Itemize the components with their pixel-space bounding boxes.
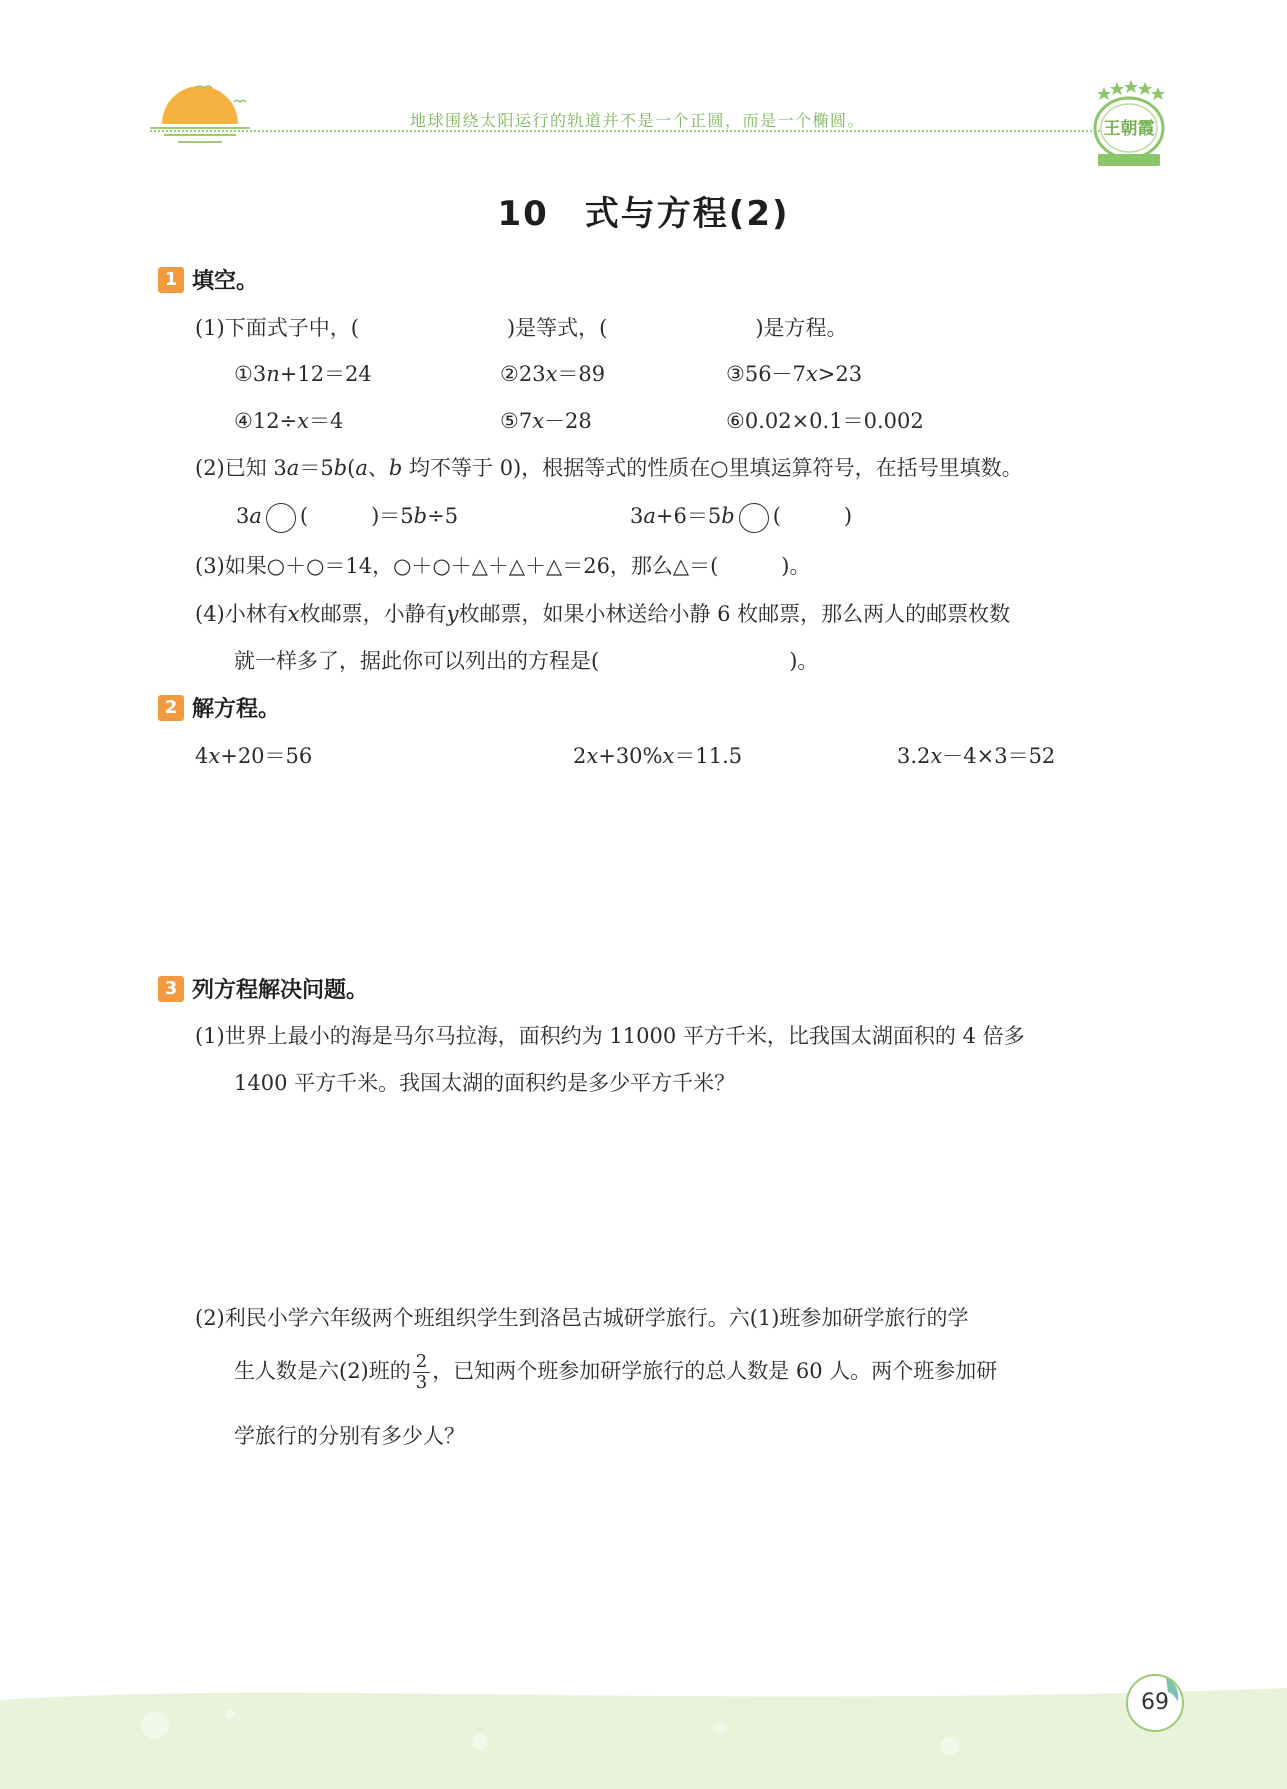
number-blank[interactable]: ( )＝5 <box>299 504 414 528</box>
option-3: ③56－7x>23 <box>726 362 863 386</box>
question-1-4-line-2: 就一样多了，据此你可以列出的方程是( )。 <box>234 649 819 673</box>
fraction: $\frac{2}{3}$ <box>413 1352 430 1393</box>
section-heading: 列方程解决问题。 <box>192 978 369 1003</box>
section-number-badge: 3 <box>158 976 184 1002</box>
page-number: 69 <box>1141 1690 1169 1715</box>
equation-blank-1: 3a ( )＝5b÷5 <box>236 500 458 533</box>
question-text: )是等式，( <box>506 316 608 340</box>
operator-circle-blank[interactable] <box>739 503 769 533</box>
work-area-problem-2[interactable] <box>195 1465 1165 1655</box>
question-1-1 <box>195 312 848 342</box>
option-6: ⑥0.02×0.1＝0.002 <box>726 409 924 433</box>
question-1-3: (3)如果○＋○＝14，○＋○＋△＋△＋△＝26，那么△＝( )。 <box>195 554 811 578</box>
option-2: ②23x＝89 <box>500 362 606 386</box>
logo-text: 王朝霞 <box>1103 119 1155 139</box>
equation-3: 3.2x－4×3＝52 <box>897 744 1056 768</box>
problem-2-line-3: 学旅行的分别有多少人？ <box>234 1424 465 1448</box>
section-number-badge: 1 <box>158 267 184 293</box>
footer-decoration <box>0 1680 1287 1789</box>
equation-blank-2: 3a+6＝5b ( ) <box>630 500 852 533</box>
section-number-badge: 2 <box>158 695 184 721</box>
question-text: (1)下面式子中，( <box>195 316 359 340</box>
sun-icon <box>150 80 250 150</box>
page-title: 10 式与方程(2) <box>497 194 790 234</box>
problem-2-line-1: (2)利民小学六年级两个班组织学生到洛邑古城研学旅行。六(1)班参加研学旅行的学 <box>195 1306 969 1330</box>
equation-1: 4x+20＝56 <box>195 744 313 768</box>
page-number-badge <box>1122 1670 1188 1736</box>
question-1-4-line-1: (4)小林有x枚邮票，小静有y枚邮票，如果小林送给小静 6 枚邮票，那么两人的邮票枚数 <box>195 602 1011 626</box>
header-quote: 地球围绕太阳运行的轨道并不是一个正圆，而是一个椭圆。 <box>410 111 866 130</box>
section-3-header <box>158 973 368 1004</box>
problem-1-line-1: (1)世界上最小的海是马尔马拉海，面积约为 11000 平方千米，比我国太湖面积的 4 倍多 <box>195 1024 1025 1048</box>
section-heading: 解方程。 <box>192 697 281 722</box>
problem-1-line-2: 1400 平方千米。我国太湖的面积约是多少平方千米？ <box>234 1071 736 1095</box>
option-4: ④12÷x＝4 <box>234 409 344 433</box>
option-5: ⑤7x－28 <box>500 409 592 433</box>
section-2-header <box>158 692 280 723</box>
work-area-problem-1[interactable] <box>195 1110 1165 1290</box>
equation-2: 2x+30%x＝11.5 <box>573 744 743 768</box>
section-1-header <box>158 264 258 295</box>
problem-2-line-2: 生人数是六(2)班的 $\frac{2}{3}$ ，已知两个班参加研学旅行的总人数是 60 人。两个班参加研 <box>234 1351 998 1393</box>
question-1-2: (2)已知 3a＝5b(a、b 均不等于 0)，根据等式的性质在○里填运算符号，在括号里填数。 <box>195 456 1023 480</box>
operator-circle-blank[interactable] <box>266 503 296 533</box>
option-1: ①3n+12＝24 <box>234 362 372 386</box>
work-area-section-2[interactable] <box>195 780 1165 960</box>
question-text: )是方程。 <box>755 316 848 340</box>
section-heading: 填空。 <box>192 269 259 294</box>
number-blank[interactable]: ( ) <box>772 504 853 528</box>
